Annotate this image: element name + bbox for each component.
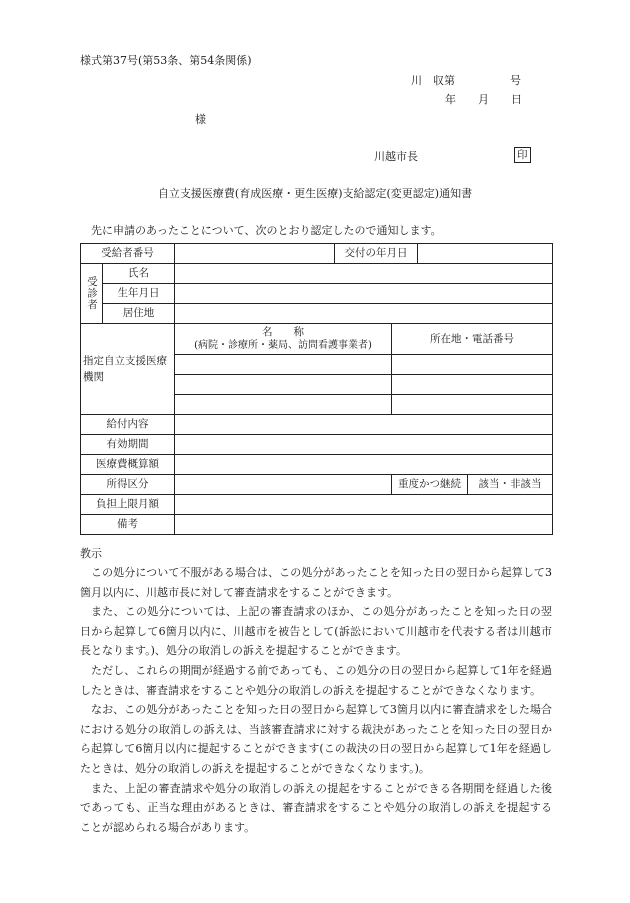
birth-date-label: 生年月日 — [103, 284, 175, 304]
facility-name-cell[interactable] — [175, 355, 392, 375]
table-row — [81, 324, 553, 355]
benefit-content-label: 給付内容 — [81, 415, 175, 435]
certification-table — [80, 243, 553, 535]
valid-period-value[interactable] — [175, 435, 553, 455]
residence-value[interactable] — [175, 304, 553, 324]
table-row — [81, 284, 553, 304]
medical-cost-label: 医療費概算額 — [81, 455, 175, 475]
facility-address-cell[interactable] — [392, 355, 553, 375]
seal-mark: 印 — [514, 147, 531, 163]
instruction-paragraph: この処分について不服がある場合は、この処分があったことを知った日の翌日から起算して3箇月以内に、川越市長に対して審査請求をすることができます。 — [80, 566, 552, 599]
remarks-label: 備考 — [81, 515, 175, 535]
table-row — [81, 515, 553, 535]
severe-continuous-label: 重度かつ継続 — [392, 475, 468, 495]
facility-name-subtitle: (病院・診療所・薬局、訪問看護事業者) — [194, 340, 372, 351]
addressee: 様 — [195, 113, 206, 126]
table-row — [81, 475, 553, 495]
facility-address-cell[interactable] — [392, 395, 553, 415]
table-row — [81, 435, 553, 455]
table-row — [81, 304, 553, 324]
name-value[interactable] — [175, 264, 553, 284]
instruction-paragraph: ただし、これらの期間が経過する前であっても、この処分の日の翌日から起算して1年を経過したときは、審査請求をすることや処分の取消しの訴えを提起することができなくなります。 — [80, 663, 552, 697]
residence-label: 居住地 — [103, 304, 175, 324]
facility-name-cell[interactable] — [175, 375, 392, 395]
table-row — [81, 455, 553, 475]
table-row — [81, 495, 553, 515]
benefit-content-value[interactable] — [175, 415, 553, 435]
facility-name-cell[interactable] — [175, 395, 392, 415]
facility-name-title: 名 称 — [262, 326, 304, 338]
medical-cost-value[interactable] — [175, 455, 553, 475]
table-row — [81, 264, 553, 284]
recipient-number-value[interactable] — [175, 244, 335, 264]
form-number: 様式第37号(第53条、第54条関係) — [80, 54, 252, 67]
birth-date-value[interactable] — [175, 284, 553, 304]
instructions-heading: 教示 — [80, 547, 102, 560]
document-number: 川 収第 号 — [411, 74, 521, 87]
copay-limit-value[interactable] — [175, 495, 553, 515]
instructions-body — [80, 563, 552, 837]
document-date: 年 月 日 — [445, 93, 522, 106]
issue-date-label: 交付の年月日 — [335, 244, 418, 264]
instruction-paragraph: また、上記の審査請求や処分の取消しの訴えの提起をすることができる各期間を経過した後であっても、正当な理由があるときは、審査請求をすることや処分の取消しの訴えを提起することが認められる場合があります。 — [80, 781, 552, 834]
copay-limit-label: 負担上限月額 — [81, 495, 175, 515]
income-category-value[interactable] — [175, 475, 392, 495]
patient-group-label: 受診者 — [81, 264, 103, 324]
recipient-number-label: 受給者番号 — [81, 244, 175, 264]
facility-address-header: 所在地・電話番号 — [392, 324, 553, 355]
name-label: 氏名 — [103, 264, 175, 284]
income-category-label: 所得区分 — [81, 475, 175, 495]
facility-name-header — [175, 324, 392, 355]
issue-date-value[interactable] — [418, 244, 553, 264]
facility-address-cell[interactable] — [392, 375, 553, 395]
facility-group-label: 指定自立支援医療機関 — [81, 324, 175, 415]
instruction-paragraph: なお、この処分があったことを知った日の翌日から起算して3箇月以内に審査請求をした場合における処分の取消しの訴えは、当該審査請求に対する裁決があったことを知った日の翌日から起算して6箇月以内に提起することができます(この裁決の日の翌日から起算して1年を経過したときは、処分の取消しの訴えを提起することができなくなります。)。 — [80, 703, 552, 775]
valid-period-label: 有効期間 — [81, 435, 175, 455]
table-row — [81, 244, 553, 264]
instruction-paragraph: また、この処分については、上記の審査請求のほか、この処分があったことを知った日の翌日から起算して6箇月以内に、川越市を被告として(訴訟において川越市を代表する者は川越市長となります。)、処分の取消しの訴えを提起することができます。 — [80, 605, 552, 658]
table-row — [81, 415, 553, 435]
applicable-option[interactable]: 該当・非該当 — [468, 475, 553, 495]
issuer: 川越市長 — [374, 150, 418, 163]
document-title: 自立支援医療費(育成医療・更生医療)支給認定(変更認定)通知書 — [157, 187, 473, 200]
intro-text: 先に申請のあったことについて、次のとおり認定したので通知します。 — [91, 224, 442, 237]
remarks-value[interactable] — [175, 515, 553, 535]
